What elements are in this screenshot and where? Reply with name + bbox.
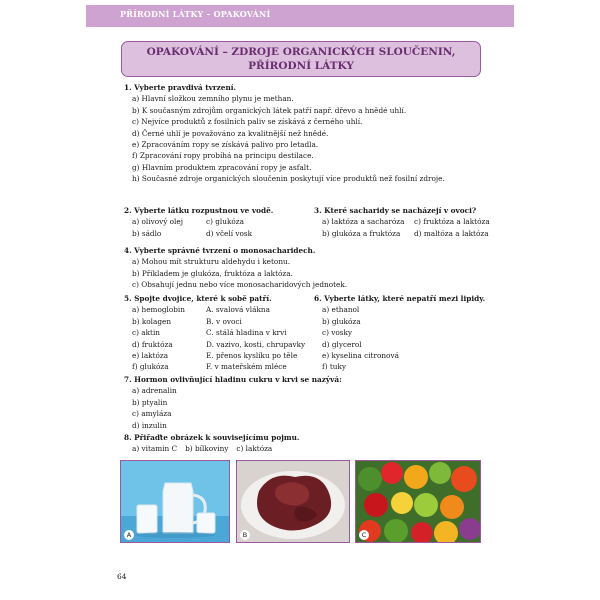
photo-a-milk bbox=[120, 460, 230, 543]
question-2-heading: 2. Vyberte látku rozpustnou ve vodě. bbox=[124, 206, 274, 215]
question-2 bbox=[124, 205, 273, 239]
question-6-heading: 6. Vyberte látky, které nepatří mezi lipidy. bbox=[314, 294, 486, 303]
question-5-left-c: c) aktin bbox=[132, 328, 160, 338]
question-1-option-h: h) Současné zdroje organických sloučenin poskytují více produktů než fosilní zdroje. bbox=[132, 174, 445, 184]
question-5-right-e: E. přenos kyslíku po těle bbox=[206, 351, 298, 361]
question-4-option-a: a) Mohou mít strukturu aldehydu i ketonu. bbox=[132, 257, 291, 267]
question-3-option-c: c) fruktóza a laktóza bbox=[414, 217, 490, 227]
fruit-vegetables-illustration bbox=[356, 461, 480, 542]
question-6-option-c: c) vosky bbox=[322, 328, 353, 338]
question-5-right-b: B. v ovoci bbox=[206, 316, 242, 326]
photo-c-fruit-vegetables bbox=[355, 460, 481, 543]
question-2-option-c: c) glukóza bbox=[206, 217, 244, 227]
question-1-option-d: d) Černé uhlí je považováno za kvalitnější než hnědé. bbox=[132, 128, 329, 138]
question-4-heading: 4. Vyberte správné tvrzení o monosacharidech. bbox=[124, 246, 316, 255]
question-2-option-d: d) včelí vosk bbox=[206, 228, 253, 238]
question-3-option-d: d) maltóza a laktóza bbox=[414, 228, 489, 238]
question-6-option-e: e) kyselina citronová bbox=[322, 351, 399, 361]
question-6-option-b: b) glukóza bbox=[322, 316, 361, 326]
question-7-option-b: b) ptyalin bbox=[132, 397, 168, 407]
question-7-option-c: c) amyláza bbox=[132, 409, 172, 419]
question-5-right-c: C. stálá hladina v krvi bbox=[206, 328, 287, 338]
question-5-heading: 5. Spojte dvojice, které k sobě patří. bbox=[124, 294, 272, 303]
photo-a-label: A bbox=[124, 530, 134, 540]
question-3-heading: 3. Které sacharidy se nacházejí v ovoci? bbox=[314, 206, 477, 215]
question-5-right-d: D. vazivo, kosti, chrupavky bbox=[206, 339, 306, 349]
question-5-right-a: A. svalová vlákna bbox=[206, 305, 270, 315]
section-header-text: PŘÍRODNÍ LÁTKY – OPAKOVÁNÍ bbox=[120, 9, 271, 19]
question-2-option-b: b) sádlo bbox=[132, 228, 162, 238]
photo-c-label: C bbox=[359, 530, 369, 540]
question-3-option-a: a) laktóza a sacharóza bbox=[322, 217, 405, 227]
question-6-option-f: f) tuky bbox=[322, 362, 347, 372]
question-5-left-e: e) laktóza bbox=[132, 351, 169, 361]
question-4-option-b: b) Příkladem je glukóza, fruktóza a laktóza. bbox=[132, 268, 293, 278]
question-5-left-a: a) hemoglobin bbox=[132, 305, 185, 315]
question-5 bbox=[124, 293, 305, 373]
question-1-option-a: a) Hlavní složkou zemního plynu je methan. bbox=[132, 94, 294, 104]
page-number: 64 bbox=[117, 572, 127, 581]
photo-b-label: B bbox=[240, 530, 250, 540]
question-6-option-a: a) ethanol bbox=[322, 305, 360, 315]
question-8-option-a: a) vitamin C bbox=[132, 444, 178, 454]
question-1 bbox=[124, 82, 445, 185]
page-title-box bbox=[121, 41, 481, 77]
question-2-option-a: a) olivový olej bbox=[132, 217, 183, 227]
question-4 bbox=[124, 245, 347, 291]
question-6 bbox=[314, 293, 485, 373]
photo-b-meat bbox=[236, 460, 350, 543]
question-1-option-c: c) Nejvíce produktů z fosilních paliv se získává z černého uhlí. bbox=[132, 117, 363, 127]
meat-illustration bbox=[237, 461, 349, 542]
question-5-left-b: b) kolagen bbox=[132, 316, 172, 326]
page-title-line-1: OPAKOVÁNÍ – ZDROJE ORGANICKÝCH SLOUČENIN, bbox=[146, 46, 456, 58]
question-3-option-b: b) glukóza a fruktóza bbox=[322, 228, 401, 238]
question-7-heading: 7. Hormon ovlivňující hladinu cukru v krvi se nazývá: bbox=[124, 375, 342, 384]
question-1-option-f: f) Zpracování ropy probíhá na principu destilace. bbox=[132, 151, 314, 161]
question-8 bbox=[124, 432, 299, 455]
question-5-right-f: F. v mateřském mléce bbox=[206, 362, 287, 372]
question-1-option-g: g) Hlavním produktem zpracování ropy je asfalt. bbox=[132, 162, 312, 172]
question-4-option-c: c) Obsahují jednu nebo více monosacharidových jednotek. bbox=[132, 280, 348, 290]
question-7-option-a: a) adrenalin bbox=[132, 386, 177, 396]
question-5-left-d: d) fruktóza bbox=[132, 339, 173, 349]
section-header-band bbox=[86, 5, 514, 27]
question-6-option-d: d) glycerol bbox=[322, 339, 362, 349]
question-1-option-b: b) K současným zdrojům organických látek patří např. dřevo a hnědé uhlí. bbox=[132, 105, 407, 115]
question-7-option-d: d) inzulin bbox=[132, 420, 167, 430]
question-1-heading: 1. Vyberte pravdivá tvrzení. bbox=[124, 83, 237, 92]
question-3 bbox=[314, 205, 490, 239]
question-8-option-c: c) laktóza bbox=[236, 444, 273, 454]
question-7 bbox=[124, 374, 342, 431]
question-8-option-b: b) bílkoviny bbox=[185, 444, 229, 454]
question-8-heading: 8. Přiřaďte obrázek k souvisejícímu pojmu. bbox=[124, 433, 300, 442]
question-5-left-f: f) glukóza bbox=[132, 362, 169, 372]
milk-illustration bbox=[121, 461, 229, 542]
page-title-line-2: PŘÍRODNÍ LÁTKY bbox=[248, 60, 354, 72]
question-1-option-e: e) Zpracováním ropy se získává palivo pro letadla. bbox=[132, 140, 319, 150]
